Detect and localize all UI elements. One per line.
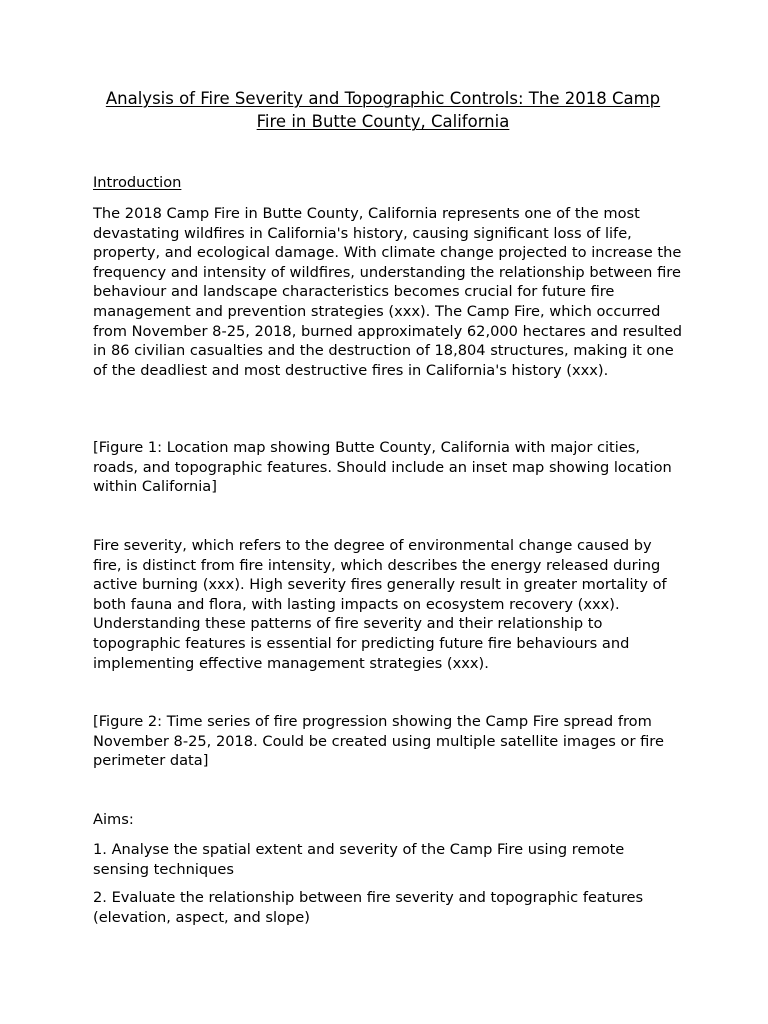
aims-label: Aims: [93,811,134,828]
aim-item-1: 1. Analyse the spatial extent and severity of the Camp Fire using remote sensing techniques [93,841,625,878]
section-heading-introduction: Introduction [93,174,182,191]
fire-severity-paragraph: Fire severity, which refers to the degree of environmental change caused by fire, is distinct from fire intensity, which describes the energy released during active burning (xxx). High severity fires generally result in greater mortality of both fauna and flora, with lasting impacts on ecosystem recovery (xxx). Understanding these patterns of fire severity and their relationship to topographic features is essential for predicting future fire behaviours and implementing effective management strategies (xxx). [93,537,667,672]
intro-paragraph: The 2018 Camp Fire in Butte County, California represents one of the most devastating wildfires in California's history, causing significant loss of life, property, and ecological damage. With climate change projected to increase the frequency and intensity of wildfires, understanding the relationship between fire behaviour and landscape characteristics becomes crucial for future fire management and prevention strategies (xxx). The Camp Fire, which occurred from November 8-25, 2018, burned approximately 62,000 hectares and resulted in 86 civilian casualties and the destruction of 18,804 structures, making it one of the deadliest and most destructive fires in California's history (xxx). [93,205,683,379]
aim-item-2: 2. Evaluate the relationship between fire severity and topographic features (elevation, aspect, and slope) [93,889,644,926]
figure-2-placeholder: [Figure 2: Time series of fire progression showing the Camp Fire spread from November 8-25, 2018. Could be created using multiple satellite images or fire perimeter data] [93,713,664,770]
figure-1-placeholder: [Figure 1: Location map showing Butte County, California with major cities, roads, and topographic features. Should include an inset map showing location within California] [93,439,672,496]
document-title: Analysis of Fire Severity and Topographic Controls: The 2018 Camp Fire in Butte County, California [105,89,661,131]
